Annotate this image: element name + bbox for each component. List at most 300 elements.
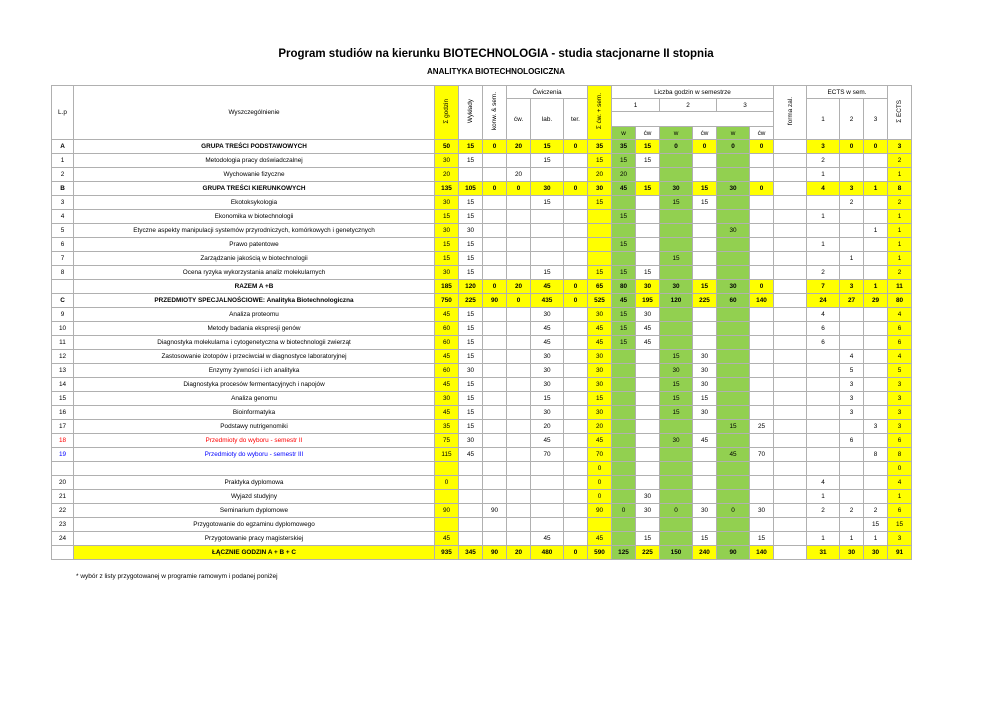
cell-lab: 15 bbox=[531, 196, 564, 210]
cell-e2: 0 bbox=[840, 140, 864, 154]
cell-cw bbox=[507, 196, 531, 210]
cell-et: 4 bbox=[888, 350, 912, 364]
cell-fz bbox=[774, 434, 807, 448]
cell-s3w bbox=[717, 210, 750, 224]
cell-cw: 20 bbox=[507, 168, 531, 182]
table-row bbox=[52, 252, 912, 266]
cell-cw bbox=[507, 490, 531, 504]
cell-fz bbox=[774, 462, 807, 476]
cell-e1 bbox=[807, 434, 840, 448]
cell-wyk bbox=[459, 504, 483, 518]
cell-e1 bbox=[807, 392, 840, 406]
cell-s1c: 15 bbox=[636, 154, 660, 168]
cell-wyk: 30 bbox=[459, 224, 483, 238]
cell-lp: A bbox=[52, 140, 74, 154]
cell-wyk: 15 bbox=[459, 378, 483, 392]
cell-s2w bbox=[660, 266, 693, 280]
cell-sum bbox=[435, 462, 459, 476]
header-s3-w: w bbox=[717, 127, 750, 140]
cell-ter bbox=[564, 224, 588, 238]
cell-sumcw bbox=[588, 238, 612, 252]
cell-sum: 45 bbox=[435, 378, 459, 392]
cell-et: 91 bbox=[888, 546, 912, 560]
cell-s2c bbox=[693, 518, 717, 532]
cell-fz bbox=[774, 546, 807, 560]
cell-s2c: 15 bbox=[693, 196, 717, 210]
cell-konw bbox=[483, 322, 507, 336]
cell-e3 bbox=[864, 154, 888, 168]
cell-s2c: 15 bbox=[693, 182, 717, 196]
cell-e2 bbox=[840, 322, 864, 336]
header-ter: ter. bbox=[564, 99, 588, 140]
cell-s1w: 15 bbox=[612, 210, 636, 224]
header-sem3: 3 bbox=[717, 99, 774, 112]
cell-cw bbox=[507, 392, 531, 406]
cell-lp: 19 bbox=[52, 448, 74, 462]
cell-e3 bbox=[864, 364, 888, 378]
header-s2-cw: ćw bbox=[693, 127, 717, 140]
cell-lab: 70 bbox=[531, 448, 564, 462]
cell-sum: 30 bbox=[435, 392, 459, 406]
cell-sum: 135 bbox=[435, 182, 459, 196]
cell-et: 3 bbox=[888, 406, 912, 420]
table-row bbox=[52, 448, 912, 462]
cell-e1: 2 bbox=[807, 504, 840, 518]
cell-e3 bbox=[864, 336, 888, 350]
cell-name: ŁĄCZNIE GODZIN A + B + C bbox=[74, 546, 435, 560]
cell-s1c bbox=[636, 448, 660, 462]
cell-lab bbox=[531, 238, 564, 252]
cell-s3c bbox=[750, 490, 774, 504]
cell-name: Zarządzanie jakością w biotechnologii bbox=[74, 252, 435, 266]
cell-s3c bbox=[750, 434, 774, 448]
table-row bbox=[52, 462, 912, 476]
cell-lab: 45 bbox=[531, 532, 564, 546]
header-sem1: 1 bbox=[612, 99, 660, 112]
cell-name: Wyjazd studyjny bbox=[74, 490, 435, 504]
cell-sum: 0 bbox=[435, 476, 459, 490]
cell-sum: 30 bbox=[435, 266, 459, 280]
cell-ter bbox=[564, 252, 588, 266]
cell-sumcw: 30 bbox=[588, 350, 612, 364]
cell-lab: 30 bbox=[531, 182, 564, 196]
cell-e1 bbox=[807, 252, 840, 266]
cell-s2c: 30 bbox=[693, 378, 717, 392]
cell-name: Praktyka dyplomowa bbox=[74, 476, 435, 490]
cell-konw bbox=[483, 476, 507, 490]
table-row bbox=[52, 294, 912, 308]
cell-sum: 15 bbox=[435, 210, 459, 224]
cell-fz bbox=[774, 406, 807, 420]
cell-fz bbox=[774, 308, 807, 322]
cell-sumcw bbox=[588, 224, 612, 238]
cell-name: GRUPA TREŚCI KIERUNKOWYCH bbox=[74, 182, 435, 196]
cell-s3w bbox=[717, 336, 750, 350]
cell-sum: 45 bbox=[435, 532, 459, 546]
cell-et: 3 bbox=[888, 420, 912, 434]
cell-wyk: 15 bbox=[459, 420, 483, 434]
cell-s1w: 125 bbox=[612, 546, 636, 560]
table-row bbox=[52, 420, 912, 434]
cell-lp: 15 bbox=[52, 392, 74, 406]
cell-s3w bbox=[717, 238, 750, 252]
cell-s3w bbox=[717, 252, 750, 266]
cell-e2 bbox=[840, 448, 864, 462]
cell-e3 bbox=[864, 490, 888, 504]
cell-s1w: 15 bbox=[612, 266, 636, 280]
cell-s2w bbox=[660, 210, 693, 224]
cell-lp: 10 bbox=[52, 322, 74, 336]
cell-sumcw: 20 bbox=[588, 168, 612, 182]
cell-e2: 1 bbox=[840, 532, 864, 546]
cell-fz bbox=[774, 238, 807, 252]
cell-s3w bbox=[717, 308, 750, 322]
table-row bbox=[52, 504, 912, 518]
cell-s2w bbox=[660, 420, 693, 434]
cell-s3c bbox=[750, 168, 774, 182]
cell-e1: 1 bbox=[807, 532, 840, 546]
cell-cw bbox=[507, 210, 531, 224]
cell-name: Diagnostyka molekularna i cytogenetyczna w biotechnologii zwierząt bbox=[74, 336, 435, 350]
cell-ter bbox=[564, 336, 588, 350]
cell-konw bbox=[483, 378, 507, 392]
cell-name: RAZEM A +B bbox=[74, 280, 435, 294]
cell-s1c bbox=[636, 462, 660, 476]
cell-cw bbox=[507, 462, 531, 476]
cell-konw bbox=[483, 392, 507, 406]
cell-ter bbox=[564, 420, 588, 434]
cell-name: Przedmioty do wyboru - semestr II bbox=[74, 434, 435, 448]
table-row bbox=[52, 476, 912, 490]
cell-sumcw: 0 bbox=[588, 462, 612, 476]
cell-cw bbox=[507, 532, 531, 546]
cell-s2c: 30 bbox=[693, 350, 717, 364]
cell-konw: 90 bbox=[483, 504, 507, 518]
cell-s1c bbox=[636, 406, 660, 420]
cell-lp: 18 bbox=[52, 434, 74, 448]
cell-sum: 30 bbox=[435, 196, 459, 210]
cell-e1: 1 bbox=[807, 168, 840, 182]
header-ects-w-sem: ECTS w sem. bbox=[807, 86, 888, 99]
cell-e2: 3 bbox=[840, 280, 864, 294]
cell-lp bbox=[52, 462, 74, 476]
cell-e3 bbox=[864, 406, 888, 420]
cell-e3: 2 bbox=[864, 504, 888, 518]
cell-s3c: 140 bbox=[750, 546, 774, 560]
cell-e3: 15 bbox=[864, 518, 888, 532]
cell-et: 1 bbox=[888, 252, 912, 266]
cell-ter bbox=[564, 406, 588, 420]
cell-s1c: 30 bbox=[636, 280, 660, 294]
cell-cw: 0 bbox=[507, 294, 531, 308]
cell-sum: 90 bbox=[435, 504, 459, 518]
cell-konw bbox=[483, 210, 507, 224]
cell-s3c bbox=[750, 476, 774, 490]
cell-cw bbox=[507, 406, 531, 420]
cell-e1: 31 bbox=[807, 546, 840, 560]
cell-name: Przedmioty do wyboru - semestr III bbox=[74, 448, 435, 462]
cell-e1: 1 bbox=[807, 210, 840, 224]
cell-s3c bbox=[750, 224, 774, 238]
cell-s2w bbox=[660, 336, 693, 350]
cell-name: Ekonomika w biotechnologii bbox=[74, 210, 435, 224]
cell-sum: 30 bbox=[435, 224, 459, 238]
cell-s1w: 15 bbox=[612, 322, 636, 336]
cell-s3w: 60 bbox=[717, 294, 750, 308]
cell-e2: 3 bbox=[840, 378, 864, 392]
cell-s3c bbox=[750, 364, 774, 378]
cell-fz bbox=[774, 364, 807, 378]
cell-sum: 60 bbox=[435, 364, 459, 378]
cell-s3w bbox=[717, 322, 750, 336]
cell-s2w: 30 bbox=[660, 364, 693, 378]
cell-et: 6 bbox=[888, 434, 912, 448]
cell-e2 bbox=[840, 238, 864, 252]
cell-e1: 6 bbox=[807, 322, 840, 336]
cell-wyk: 105 bbox=[459, 182, 483, 196]
cell-et: 4 bbox=[888, 308, 912, 322]
header-s2-w: w bbox=[660, 127, 693, 140]
cell-ter bbox=[564, 308, 588, 322]
table-row bbox=[52, 392, 912, 406]
cell-s3c bbox=[750, 196, 774, 210]
cell-sumcw: 35 bbox=[588, 140, 612, 154]
cell-s3w bbox=[717, 392, 750, 406]
cell-fz bbox=[774, 168, 807, 182]
header-ects-sem1: 1 bbox=[807, 99, 840, 140]
cell-lp: 6 bbox=[52, 238, 74, 252]
cell-fz bbox=[774, 476, 807, 490]
cell-e3 bbox=[864, 434, 888, 448]
cell-s2w bbox=[660, 476, 693, 490]
cell-s2c: 30 bbox=[693, 364, 717, 378]
cell-lab bbox=[531, 252, 564, 266]
cell-s1c bbox=[636, 210, 660, 224]
cell-e3 bbox=[864, 350, 888, 364]
cell-sum: 750 bbox=[435, 294, 459, 308]
cell-s3c bbox=[750, 308, 774, 322]
cell-ter bbox=[564, 476, 588, 490]
cell-e2 bbox=[840, 224, 864, 238]
cell-et: 2 bbox=[888, 266, 912, 280]
cell-s1w: 15 bbox=[612, 308, 636, 322]
cell-name: Przygotowanie do egzaminu dyplomowego bbox=[74, 518, 435, 532]
cell-s3w: 30 bbox=[717, 224, 750, 238]
cell-s3c bbox=[750, 266, 774, 280]
cell-e2 bbox=[840, 518, 864, 532]
cell-e2 bbox=[840, 490, 864, 504]
cell-lab: 45 bbox=[531, 336, 564, 350]
cell-s1w bbox=[612, 350, 636, 364]
cell-wyk: 15 bbox=[459, 406, 483, 420]
cell-e1 bbox=[807, 350, 840, 364]
cell-s3w: 30 bbox=[717, 280, 750, 294]
cell-sumcw: 15 bbox=[588, 266, 612, 280]
cell-wyk bbox=[459, 532, 483, 546]
cell-s2w: 0 bbox=[660, 504, 693, 518]
header-wyszczegolnienie: Wyszczególnienie bbox=[74, 86, 435, 140]
cell-name bbox=[74, 462, 435, 476]
cell-name: Etyczne aspekty manipulacji systemów przyrodniczych, komórkowych i genetycznych bbox=[74, 224, 435, 238]
table-row bbox=[52, 336, 912, 350]
cell-sumcw: 30 bbox=[588, 378, 612, 392]
cell-lp: 8 bbox=[52, 266, 74, 280]
cell-s2w: 15 bbox=[660, 406, 693, 420]
cell-e2 bbox=[840, 462, 864, 476]
header-lp: L.p bbox=[52, 86, 74, 140]
cell-fz bbox=[774, 140, 807, 154]
header-s1-cw: ćw bbox=[636, 127, 660, 140]
cell-ter: 0 bbox=[564, 182, 588, 196]
cell-s2c bbox=[693, 308, 717, 322]
cell-lp: 3 bbox=[52, 196, 74, 210]
cell-e2: 6 bbox=[840, 434, 864, 448]
cell-konw bbox=[483, 224, 507, 238]
cell-s3c bbox=[750, 406, 774, 420]
cell-konw bbox=[483, 308, 507, 322]
cell-s2w: 15 bbox=[660, 350, 693, 364]
cell-e1: 2 bbox=[807, 154, 840, 168]
cell-sumcw bbox=[588, 210, 612, 224]
cell-e2: 4 bbox=[840, 350, 864, 364]
cell-s3w bbox=[717, 476, 750, 490]
cell-lp: 23 bbox=[52, 518, 74, 532]
cell-sumcw: 0 bbox=[588, 490, 612, 504]
cell-wyk bbox=[459, 490, 483, 504]
cell-s2c bbox=[693, 154, 717, 168]
cell-konw bbox=[483, 266, 507, 280]
cell-s3w bbox=[717, 168, 750, 182]
cell-s1w: 45 bbox=[612, 294, 636, 308]
cell-lab: 15 bbox=[531, 140, 564, 154]
cell-e3 bbox=[864, 252, 888, 266]
cell-s3w bbox=[717, 518, 750, 532]
cell-e3: 8 bbox=[864, 448, 888, 462]
cell-wyk: 15 bbox=[459, 336, 483, 350]
cell-fz bbox=[774, 210, 807, 224]
cell-konw bbox=[483, 462, 507, 476]
cell-e3 bbox=[864, 476, 888, 490]
cell-name: GRUPA TREŚCI PODSTAWOWYCH bbox=[74, 140, 435, 154]
cell-et: 1 bbox=[888, 490, 912, 504]
header-konw-sem: konw. & sem. bbox=[483, 86, 507, 140]
cell-e2: 1 bbox=[840, 252, 864, 266]
cell-fz bbox=[774, 504, 807, 518]
cell-e1: 4 bbox=[807, 308, 840, 322]
cell-cw: 20 bbox=[507, 546, 531, 560]
cell-sum: 15 bbox=[435, 252, 459, 266]
cell-cw bbox=[507, 420, 531, 434]
cell-sumcw: 15 bbox=[588, 154, 612, 168]
table-row bbox=[52, 378, 912, 392]
cell-sum: 935 bbox=[435, 546, 459, 560]
cell-fz bbox=[774, 392, 807, 406]
cell-ter bbox=[564, 266, 588, 280]
cell-s3c: 15 bbox=[750, 532, 774, 546]
cell-sumcw: 20 bbox=[588, 420, 612, 434]
cell-lp: 9 bbox=[52, 308, 74, 322]
cell-cw bbox=[507, 448, 531, 462]
cell-et: 1 bbox=[888, 168, 912, 182]
cell-s2c bbox=[693, 476, 717, 490]
cell-cw bbox=[507, 252, 531, 266]
cell-e2: 5 bbox=[840, 364, 864, 378]
cell-sum: 75 bbox=[435, 434, 459, 448]
cell-s1w: 15 bbox=[612, 154, 636, 168]
cell-et: 2 bbox=[888, 154, 912, 168]
table-row bbox=[52, 280, 912, 294]
header-s3-cw: ćw bbox=[750, 127, 774, 140]
cell-s1c bbox=[636, 252, 660, 266]
cell-s1c: 15 bbox=[636, 140, 660, 154]
cell-lab bbox=[531, 168, 564, 182]
cell-s1w bbox=[612, 392, 636, 406]
cell-wyk: 15 bbox=[459, 210, 483, 224]
cell-lp: 16 bbox=[52, 406, 74, 420]
cell-lab bbox=[531, 490, 564, 504]
header-cwiczenia: Ćwiczenia bbox=[507, 86, 588, 99]
cell-konw: 0 bbox=[483, 182, 507, 196]
cell-e3: 1 bbox=[864, 182, 888, 196]
cell-lab: 30 bbox=[531, 406, 564, 420]
cell-s1w bbox=[612, 378, 636, 392]
cell-sumcw bbox=[588, 518, 612, 532]
cell-lp bbox=[52, 546, 74, 560]
cell-ter: 0 bbox=[564, 140, 588, 154]
cell-s3w bbox=[717, 490, 750, 504]
cell-lab: 435 bbox=[531, 294, 564, 308]
cell-cw: 20 bbox=[507, 140, 531, 154]
cell-lab: 30 bbox=[531, 378, 564, 392]
cell-s2c: 15 bbox=[693, 392, 717, 406]
cell-konw bbox=[483, 350, 507, 364]
cell-s3c bbox=[750, 350, 774, 364]
cell-e1: 1 bbox=[807, 238, 840, 252]
cell-name: Podstawy nutrigenomiki bbox=[74, 420, 435, 434]
cell-ter bbox=[564, 504, 588, 518]
cell-cw: 20 bbox=[507, 280, 531, 294]
cell-e1 bbox=[807, 406, 840, 420]
cell-cw bbox=[507, 238, 531, 252]
cell-fz bbox=[774, 224, 807, 238]
cell-lab: 45 bbox=[531, 434, 564, 448]
cell-e3 bbox=[864, 308, 888, 322]
table-row bbox=[52, 182, 912, 196]
cell-s1c bbox=[636, 434, 660, 448]
table-row bbox=[52, 546, 912, 560]
cell-s2w bbox=[660, 518, 693, 532]
cell-s1c: 30 bbox=[636, 504, 660, 518]
cell-e2 bbox=[840, 308, 864, 322]
cell-lab: 45 bbox=[531, 280, 564, 294]
cell-s1c: 45 bbox=[636, 336, 660, 350]
cell-lp: 24 bbox=[52, 532, 74, 546]
cell-lab: 15 bbox=[531, 392, 564, 406]
cell-s2c: 240 bbox=[693, 546, 717, 560]
cell-ter: 0 bbox=[564, 294, 588, 308]
cell-s1c bbox=[636, 392, 660, 406]
cell-e2: 3 bbox=[840, 182, 864, 196]
cell-sumcw: 70 bbox=[588, 448, 612, 462]
cell-ter bbox=[564, 322, 588, 336]
cell-s2w: 150 bbox=[660, 546, 693, 560]
cell-et: 3 bbox=[888, 140, 912, 154]
header-lab: lab. bbox=[531, 99, 564, 140]
cell-sumcw: 15 bbox=[588, 392, 612, 406]
cell-wyk bbox=[459, 462, 483, 476]
cell-ter bbox=[564, 238, 588, 252]
cell-sumcw: 0 bbox=[588, 476, 612, 490]
